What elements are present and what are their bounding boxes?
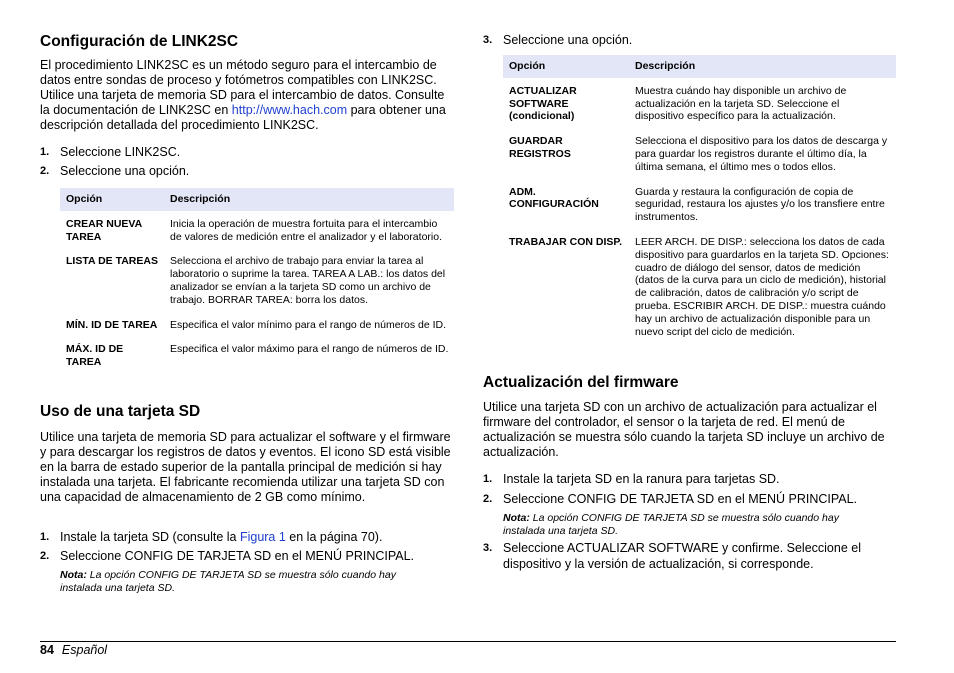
note (60, 569, 434, 595)
step-number: 3. (483, 542, 493, 554)
table-row (60, 336, 454, 374)
step-number: 3. (483, 34, 493, 46)
step-3 (483, 33, 896, 49)
step-2 (40, 164, 454, 180)
note-text: La opción CONFIG DE TARJETA SD se muestra sólo cuando hay instalada una tarjeta SD. (60, 569, 396, 594)
step-text: Seleccione CONFIG DE TARJETA SD en el MENÚ PRINCIPAL. (60, 549, 415, 563)
step-text: Seleccione LINK2SC. (60, 145, 181, 159)
note-label: Nota: (503, 512, 530, 524)
page-footer (40, 643, 107, 657)
step-number: 1. (40, 146, 50, 158)
section-heading-sd-card: Uso de una tarjeta SD (40, 403, 201, 420)
column-header: Descripción (164, 188, 454, 211)
option-description: Especifica el valor mínimo para el rango de números de ID. (170, 318, 447, 331)
table-row (60, 312, 454, 337)
table-header-row (503, 55, 896, 78)
step-number: 2. (40, 165, 50, 177)
option-description: Selecciona el archivo de trabajo para enviar la tarea al laboratorio o suprime la tarea. TAREA A LAB.: los datos del analizador se envían a la tarjeta SD como un archivo de trabajo. BORRAR TAREA: borra los datos. (170, 255, 446, 306)
step-text: Seleccione ACTUALIZAR SOFTWARE y confirme. Seleccione el dispositivo y la versión de actualización, si corresponde. (503, 541, 861, 571)
column-header: Descripción (629, 55, 896, 78)
section-heading-link2sc: Configuración de LINK2SC (40, 33, 239, 50)
step-text-end: en la página 70). (285, 530, 383, 544)
option-name: CREAR NUEVA TAREA (66, 217, 142, 243)
step-text (60, 530, 454, 546)
option-name: MÁX. ID DE TAREA (66, 343, 124, 369)
option-name: MÍN. ID DE TAREA (66, 318, 158, 331)
page-number: 84 (40, 643, 54, 657)
column-header: Opción (503, 55, 629, 78)
column-header: Opción (60, 188, 164, 211)
table-row (503, 128, 896, 178)
option-description: Muestra cuándo hay disponible un archivo de actualización en la tarjeta SD. Seleccione el dispositivo específico para la actualización. (635, 84, 847, 123)
step-1-insert (483, 472, 896, 488)
hach-link[interactable]: http://www.hach.com (231, 103, 348, 117)
step-1-install (40, 530, 454, 546)
step-number: 1. (483, 473, 493, 485)
footer-language: Español (61, 643, 108, 657)
option-name: GUARDAR REGISTROS (509, 135, 571, 160)
table-row (503, 78, 896, 128)
step-3-update (483, 541, 896, 572)
table-row (60, 248, 454, 311)
note-text: La opción CONFIG DE TARJETA SD se muestra sólo cuando hay instalada una tarjeta SD. (503, 512, 839, 537)
note (503, 512, 876, 538)
intro-text: El procedimiento LINK2SC es un método seguro para el intercambio de datos entre sondas de proceso y fotómetros compatibles con LINK2SC. Utilice una tarjeta de memoria SD para el intercambio de datos. Consulte la documentación de LINK2SC en (40, 58, 445, 117)
figure-link[interactable]: Figura 1 (239, 530, 286, 544)
step-number: 2. (40, 550, 50, 562)
table-row (503, 179, 896, 229)
step-text: Instale la tarjeta SD en la ranura para tarjetas SD. (503, 472, 780, 486)
option-name: ADM. CONFIGURACIÓN (509, 185, 599, 211)
sd-options-table (503, 55, 896, 343)
step-number: 1. (40, 531, 50, 543)
sd-card-paragraph: Utilice una tarjeta de memoria SD para actualizar el software y el firmware y para descargar los registros de datos y eventos. El icono SD está visible en la barra de estado superior de la pantalla principal de medición si hay instalada una tarjeta. El fabricante recomienda utilizar una tarjeta SD con una capacidad de almacenamiento de 2 GB como mínimo. (40, 430, 451, 504)
intro-text-end: para obtener una descripción detallada del procedimiento LINK2SC. (40, 103, 446, 132)
step-2-config (483, 492, 896, 508)
table-header-row (60, 188, 454, 211)
firmware-paragraph: Utilice una tarjeta SD con un archivo de actualización para actualizar el firmware del controlador, el sensor o la tarjeta de red. El menú de actualización se muestra sólo cuando la tarjeta SD incluye un archivo de actualización. (483, 400, 885, 459)
option-description: LEER ARCH. DE DISP.: selecciona los datos de cada dispositivo para guardarlos en la tarjeta SD. Opciones: cuadro de diálogo del sensor, datos de medición (datos de la curva para un ciclo de medición), historial de calibración, datos de calibración y/o script de prueba. ESCRIBIR ARCH. DE DISP.: muestra cuándo hay un archivo de actualización disponible para un nuevo script del ciclo de medición. (635, 235, 889, 338)
step-number: 2. (483, 493, 493, 505)
option-description: Selecciona el dispositivo para los datos de descarga y para guardar los registros durante el último día, la última semana, el último mes o todos ellos. (635, 135, 888, 173)
step-1 (40, 145, 454, 161)
option-name: ACTUALIZAR SOFTWARE (condicional) (509, 84, 577, 123)
table-row (503, 229, 896, 343)
link2sc-options-table (60, 188, 454, 374)
step-text: Seleccione CONFIG DE TARJETA SD en el MENÚ PRINCIPAL. (503, 492, 858, 506)
link2sc-intro (40, 58, 454, 133)
section-heading-firmware: Actualización del firmware (483, 374, 679, 391)
table-row (60, 211, 454, 249)
option-description: Inicia la operación de muestra fortuita para el intercambio de valores de medición entre el analizador y el laboratorio. (170, 217, 442, 243)
step-text: Seleccione una opción. (60, 164, 190, 178)
step-2-select (40, 549, 454, 565)
option-name: LISTA DE TAREAS (66, 255, 158, 268)
option-description: Especifica el valor máximo para el rango de números de ID. (170, 343, 449, 356)
note-label: Nota: (60, 569, 87, 581)
footer-divider (40, 641, 896, 642)
step-text: Seleccione una opción. (503, 33, 633, 47)
step-text-start: Instale la tarjeta SD (consulte la (60, 530, 240, 544)
option-description: Guarda y restaura la configuración de copia de seguridad, restaura los ajustes y/o los transfiere entre instrumentos. (635, 185, 885, 224)
option-name: TRABAJAR CON DISP. (509, 235, 622, 248)
